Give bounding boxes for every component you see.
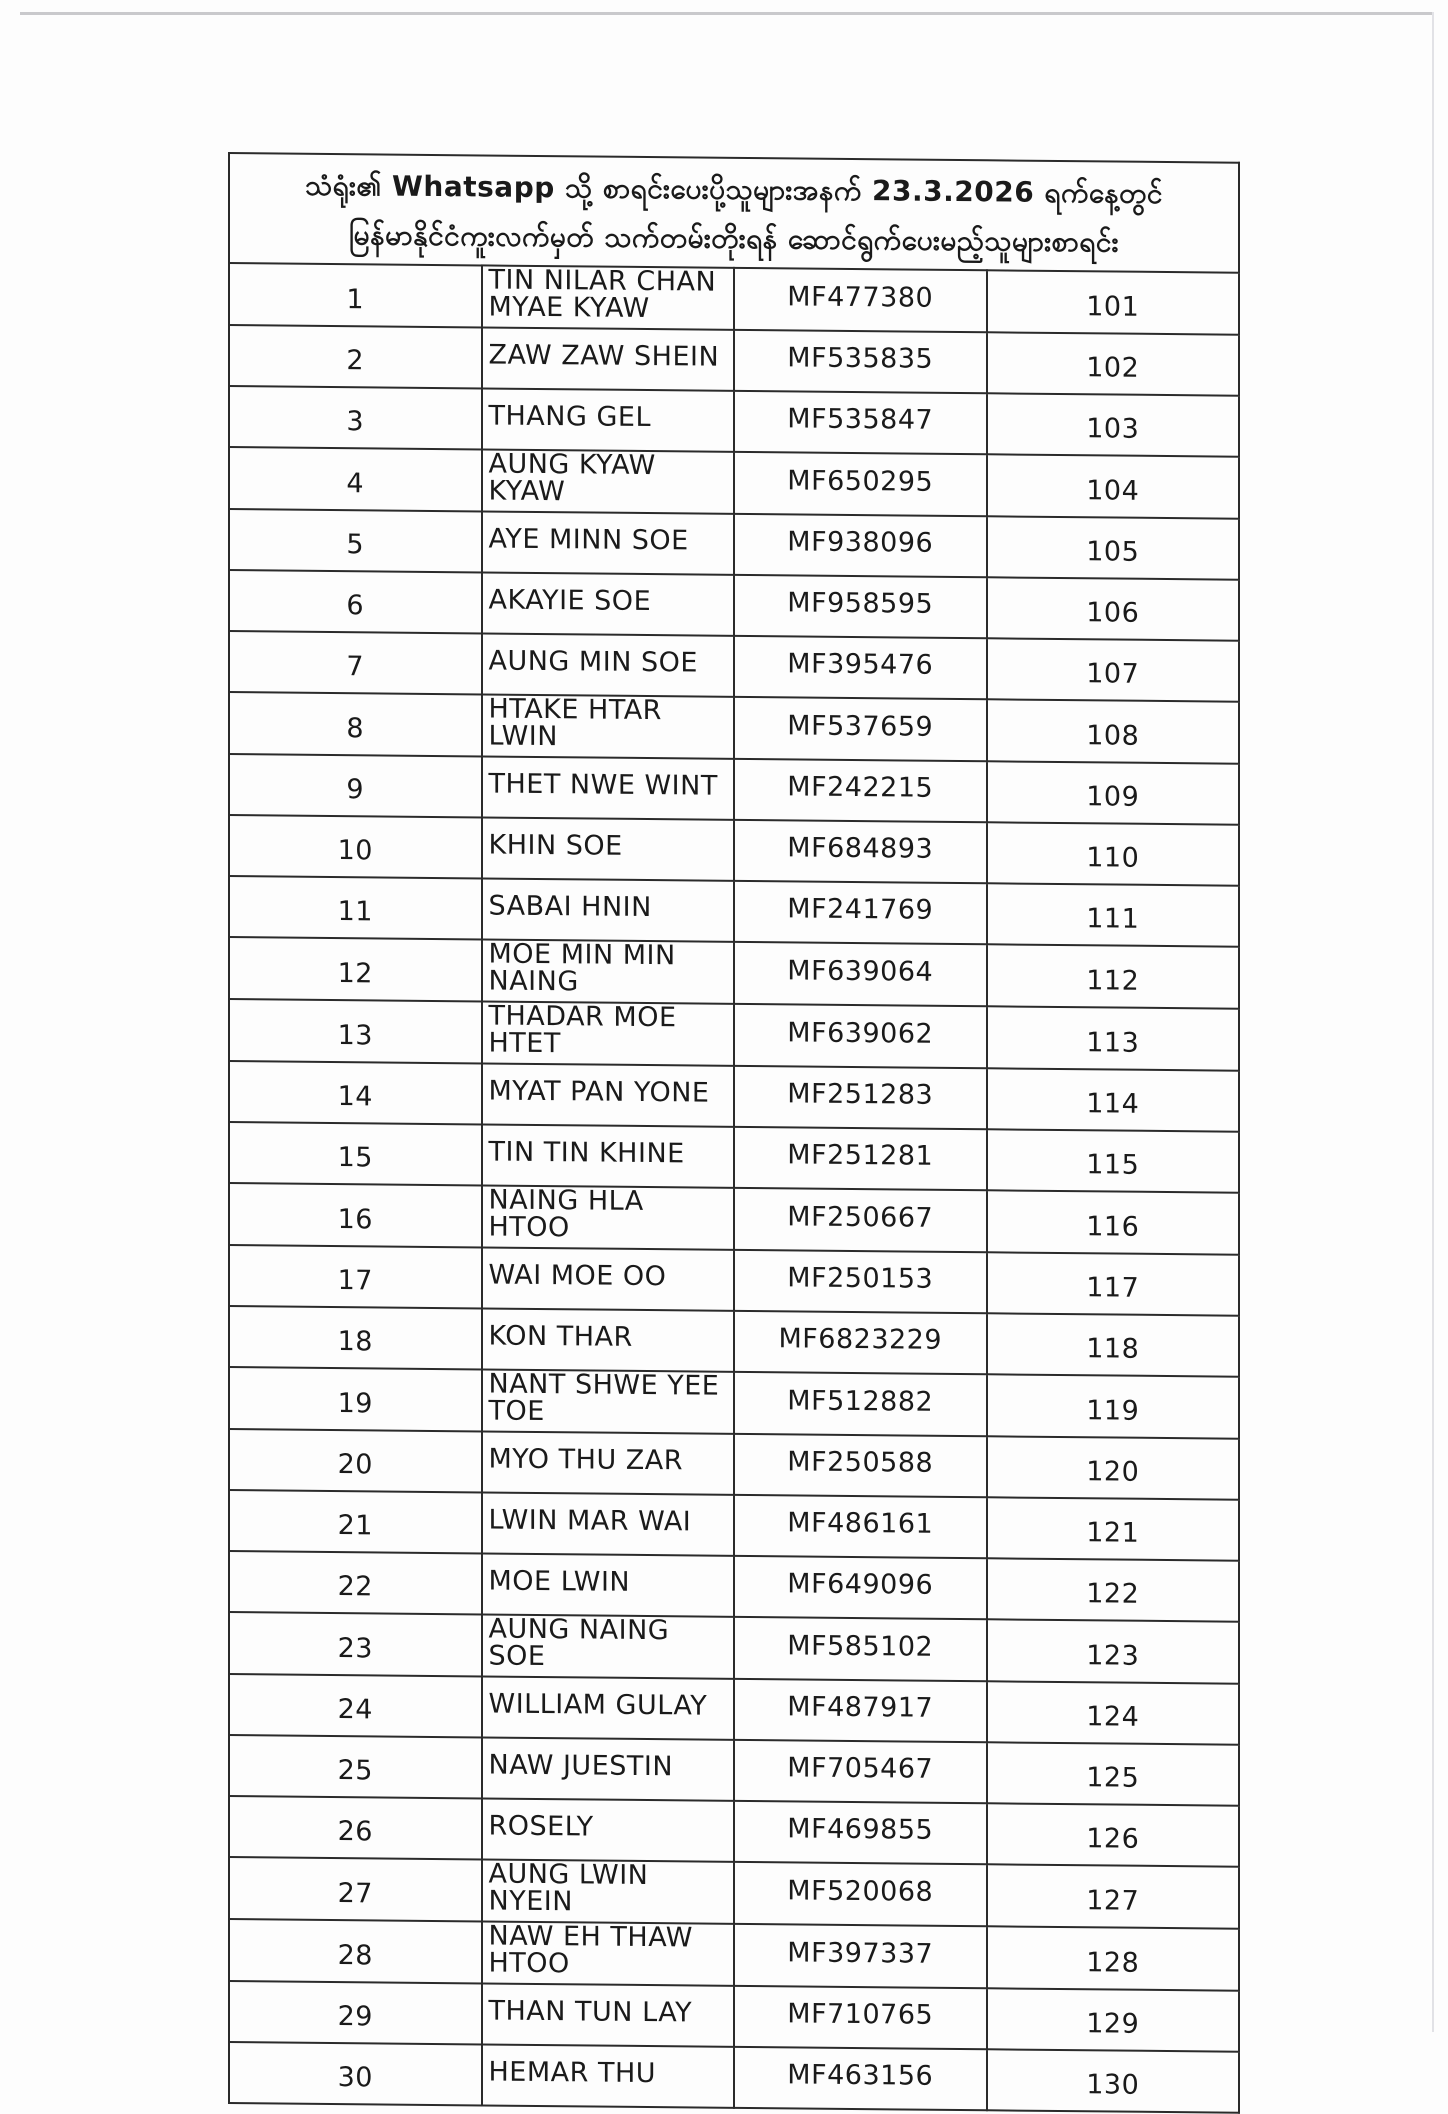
applicant-name: HTAKE HTAR LWIN [482,694,735,758]
table-row [229,509,1239,580]
serial-number: 122 [987,1558,1240,1621]
serial-number: 118 [987,1313,1240,1376]
applicant-name: KHIN SOE [482,817,735,880]
row-number: 21 [229,1490,482,1553]
applicant-name: ZAW ZAW SHEIN [482,327,735,390]
applicant-table-body [229,153,1239,2113]
serial-number: 125 [987,1742,1240,1805]
row-number: 28 [229,1919,482,1983]
table-row [229,937,1239,1009]
applicant-name: ROSELY [482,1798,735,1861]
serial-number: 111 [987,883,1240,946]
passport-number: MF650295 [734,452,987,516]
serial-number: 104 [987,454,1240,518]
serial-number: 126 [987,1803,1240,1866]
document-sheet [228,152,1240,2114]
serial-number: 102 [987,332,1240,395]
serial-number: 124 [987,1681,1240,1744]
row-number: 11 [229,876,482,939]
serial-number: 121 [987,1497,1240,1560]
passport-number: MF242215 [734,759,987,822]
applicant-name: MYO THU ZAR [482,1431,735,1494]
row-number: 12 [229,937,482,1001]
passport-number: MF469855 [734,1801,987,1864]
applicant-name: HEMAR THU [482,2044,735,2107]
table-row [229,692,1239,764]
applicant-name: KON THAR [482,1308,735,1371]
row-number: 23 [229,1612,482,1676]
table-row [229,1306,1239,1377]
serial-number: 116 [987,1190,1240,1254]
serial-number: 109 [987,761,1240,824]
passport-number: MF520068 [734,1862,987,1926]
table-row [229,263,1239,335]
row-number: 10 [229,815,482,878]
applicant-name: THET NWE WINT [482,756,735,819]
serial-number: 123 [987,1619,1240,1683]
row-number: 8 [229,692,482,756]
table-row [229,1245,1239,1316]
applicant-name: LWIN MAR WAI [482,1492,735,1555]
serial-number: 105 [987,516,1240,579]
header-line-2: မြန်မာနိုင်ငံကူးလက်မှတ် သက်တမ်းတိုးရန် ဆောင်ရွက်ပေးမည့်သူများစာရင်း [348,218,1120,259]
applicant-name: WAI MOE OO [482,1247,735,1310]
table-row [229,325,1239,396]
passport-number: MF958595 [734,575,987,638]
applicant-name: AUNG LWIN NYEIN [482,1859,735,1923]
table-row [229,1981,1239,2052]
table-header-cell [229,153,1239,273]
table-row [229,999,1239,1071]
row-number: 5 [229,509,482,572]
passport-number: MF684893 [734,820,987,883]
serial-number: 119 [987,1374,1240,1438]
table-row [229,1122,1239,1193]
row-number: 26 [229,1796,482,1859]
table-row [229,1061,1239,1132]
table-header-row [229,153,1239,273]
passport-number: MF251281 [734,1127,987,1190]
row-number: 29 [229,1981,482,2044]
serial-number: 106 [987,577,1240,640]
applicant-name: TIN NILAR CHAN MYAE KYAW [482,265,735,329]
passport-number: MF397337 [734,1924,987,1988]
table-row [229,1367,1239,1439]
applicant-name: NAW JUESTIN [482,1737,735,1800]
row-number: 1 [229,263,482,327]
row-number: 30 [229,2042,482,2105]
passport-number: MF535835 [734,330,987,393]
applicant-name: NANT SHWE YEE TOE [482,1369,735,1433]
passport-number: MF6823229 [734,1311,987,1374]
row-number: 22 [229,1551,482,1614]
serial-number: 103 [987,393,1240,456]
row-number: 13 [229,999,482,1063]
row-number: 7 [229,631,482,694]
row-number: 25 [229,1735,482,1798]
row-number: 20 [229,1429,482,1492]
passport-number: MF487917 [734,1679,987,1742]
table-row [229,1735,1239,1806]
applicant-name: AYE MINN SOE [482,511,735,574]
scan-edge-right [1432,12,1434,2032]
serial-number: 117 [987,1252,1240,1315]
row-number: 15 [229,1122,482,1185]
applicant-table [228,152,1240,2114]
serial-number: 113 [987,1006,1240,1070]
row-number: 17 [229,1245,482,1308]
applicant-name: AUNG KYAW KYAW [482,449,735,513]
applicant-name: AKAYIE SOE [482,572,735,635]
table-row [229,876,1239,947]
serial-number: 108 [987,699,1240,763]
row-number: 4 [229,447,482,511]
applicant-name: THANG GEL [482,388,735,451]
table-row [229,1551,1239,1622]
table-row [229,1796,1239,1867]
passport-number: MF639064 [734,942,987,1006]
passport-number: MF710765 [734,1986,987,2049]
applicant-name: TIN TIN KHINE [482,1124,735,1187]
passport-number: MF535847 [734,391,987,454]
row-number: 14 [229,1061,482,1124]
serial-number: 129 [987,1988,1240,2051]
passport-number: MF250588 [734,1434,987,1497]
serial-number: 115 [987,1129,1240,1192]
applicant-name: NAING HLA HTOO [482,1185,735,1249]
header-line-1: သံရုံး၏ Whatsapp သို့ စာရင်းပေးပို့သူများအနက် 23.3.2026 ရက်နေ့တွင် [305,168,1163,210]
passport-number: MF251283 [734,1066,987,1129]
row-number: 2 [229,325,482,388]
passport-number: MF486161 [734,1495,987,1558]
passport-number: MF639062 [734,1004,987,1068]
table-row [229,1429,1239,1500]
passport-number: MF537659 [734,697,987,761]
table-row [229,447,1239,519]
row-number: 16 [229,1183,482,1247]
table-row [229,1857,1239,1929]
table-row [229,1490,1239,1561]
passport-number: MF395476 [734,636,987,699]
applicant-name: NAW EH THAW HTOO [482,1921,735,1985]
table-row [229,1612,1239,1684]
table-row [229,1919,1239,1991]
applicant-name: THAN TUN LAY [482,1983,735,2046]
serial-number: 101 [987,270,1240,334]
applicant-name: WILLIAM GULAY [482,1676,735,1739]
passport-number: MF585102 [734,1617,987,1681]
passport-number: MF250153 [734,1250,987,1313]
row-number: 24 [229,1674,482,1737]
table-row [229,570,1239,641]
applicant-name: MYAT PAN YONE [482,1063,735,1126]
table-row [229,631,1239,702]
applicant-name: MOE MIN MIN NAING [482,939,735,1003]
applicant-name: MOE LWIN [482,1553,735,1616]
serial-number: 107 [987,638,1240,701]
passport-number: MF649096 [734,1556,987,1619]
table-row [229,386,1239,457]
passport-number: MF477380 [734,268,987,332]
serial-number: 112 [987,944,1240,1008]
table-row [229,1183,1239,1255]
passport-number: MF512882 [734,1372,987,1436]
applicant-name: THADAR MOE HTET [482,1001,735,1065]
applicant-name: AUNG MIN SOE [482,633,735,696]
row-number: 19 [229,1367,482,1431]
row-number: 3 [229,386,482,449]
table-row [229,1674,1239,1745]
row-number: 9 [229,754,482,817]
passport-number: MF250667 [734,1188,987,1252]
serial-number: 120 [987,1436,1240,1499]
scan-edge-top [20,12,1432,15]
passport-number: MF705467 [734,1740,987,1803]
table-row [229,2042,1239,2113]
serial-number: 128 [987,1926,1240,1990]
passport-number: MF241769 [734,881,987,944]
row-number: 18 [229,1306,482,1369]
serial-number: 110 [987,822,1240,885]
row-number: 27 [229,1857,482,1921]
applicant-name: SABAI HNIN [482,878,735,941]
serial-number: 114 [987,1068,1240,1131]
row-number: 6 [229,570,482,633]
passport-number: MF463156 [734,2047,987,2110]
serial-number: 127 [987,1864,1240,1928]
applicant-name: AUNG NAING SOE [482,1614,735,1678]
table-row [229,754,1239,825]
table-row [229,815,1239,886]
serial-number: 130 [987,2049,1240,2112]
passport-number: MF938096 [734,514,987,577]
